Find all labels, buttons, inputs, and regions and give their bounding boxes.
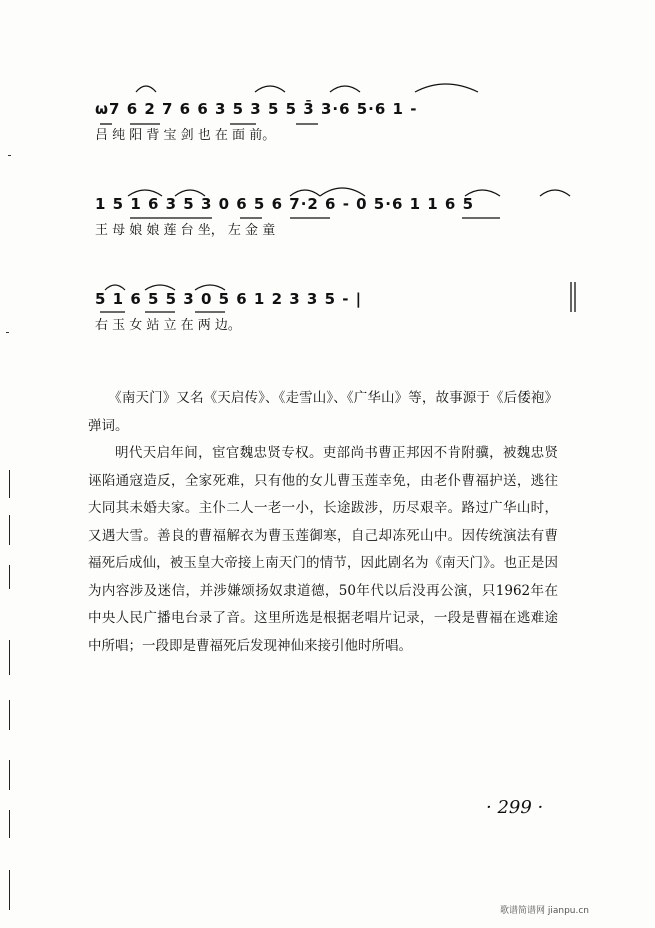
margin-mark [9, 565, 10, 589]
lyrics-row: 王 母 娘 娘 莲 台 坐， 左 金 童 [95, 223, 276, 238]
margin-mark [9, 810, 10, 838]
page-number: · 299 · [486, 797, 544, 818]
margin-mark [9, 470, 10, 498]
score-line-2 [95, 195, 474, 238]
notation-row: ω7 6 2 7 6 6 3 5 3 5 5 3̄ 3·6 5·6 1 - [95, 100, 418, 118]
watermark: 歌谱简谱网 jianpu.cn [500, 906, 590, 916]
lyrics-row: 吕 纯 阳 背 宝 剑 也 在 面 前。 [95, 128, 276, 143]
margin-dot [6, 332, 9, 333]
margin-mark [9, 640, 10, 675]
paragraph: 《南天门》又名《天启传》、《走雪山》、《广华山》等，故事源于《后倭袍》弹词。 [88, 390, 558, 434]
notation-row: 1 5 1 6 3 5 3 0 6 5 6 7·2 6 - 0 5·6 1 1 6 5 [95, 195, 475, 213]
margin-mark [9, 760, 10, 790]
margin-mark [9, 870, 10, 910]
lyrics-row: 右 玉 女 站 立 在 两 边。 [95, 318, 241, 333]
notation-row: 5 1 6 5 5 3 0 5 6 1 2 3 3 5 - | [95, 290, 363, 308]
paragraph: 明代天启年间，宦官魏忠贤专权。吏部尚书曹正邦因不肯附骥，被魏忠贤诬陷通寇造反，全家死难，只有他的女儿曹玉莲幸免，由老仆曹福护送，逃往大同其未婚夫家。主仆二人一老一小，长途跋涉，历尽艰辛。路过广华山时，又遇大雪。善良的曹福解衣为曹玉莲御寒，自己却冻死山中。因传统演法有曹福死后成仙，被玉皇大帝接上南天门的情节，因此剧名为《南天门》。也正是因为内容涉及迷信，并涉嫌颂扬奴隶道德，50年代以后没再公演，只1962年在中央人民广播电台录了音。这里所选是根据老唱片记录，一段是曹福在逃难途中所唱；一段即是曹福死后发现神仙来接引他时所唱。 [88, 445, 558, 654]
body-text [88, 385, 558, 660]
margin-mark [9, 700, 10, 730]
score-line-1 [95, 100, 417, 143]
margin-mark [9, 515, 10, 545]
margin-dot [8, 155, 11, 156]
score-line-3 [95, 290, 362, 333]
